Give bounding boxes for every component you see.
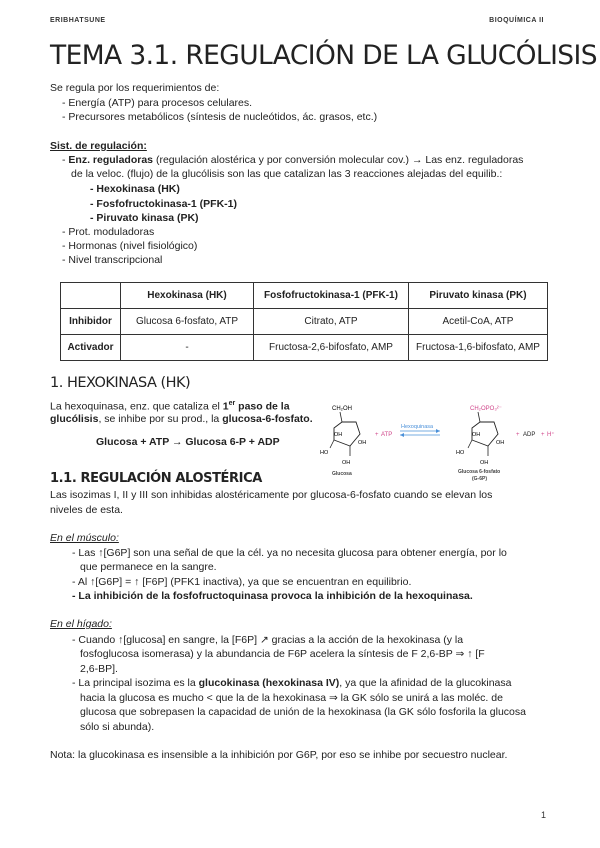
musculo-item: - La inhibición de la fosfofructoquinasa provoca la inhibición de la hexoquinasa.: [72, 590, 473, 602]
table-row: [61, 309, 548, 335]
table-row-label: Activador: [61, 335, 121, 361]
intro-lead: Se regula por los requerimientos de:: [50, 82, 220, 94]
text-run: glucosa-6-fosfato.: [222, 413, 313, 425]
bond: [340, 412, 342, 422]
table-row-label: Inhibidor: [61, 309, 121, 335]
musculo-item: que permanece en la sangre.: [80, 561, 217, 573]
table-cell: Fructosa-1,6-bifosfato, AMP: [409, 335, 548, 361]
text-run: - La principal isozima es la: [72, 677, 199, 689]
phosphate-group: CH₂OPO₃²⁻: [470, 406, 502, 412]
hexoquinasa-label: Hexoquinasa: [401, 424, 434, 430]
higado-item: sólo si abunda).: [80, 721, 155, 733]
other-item: - Prot. moduladoras: [62, 226, 155, 238]
oh-label: OH: [334, 432, 343, 438]
nota: Nota: la glucokinasa es insensible a la inhibición por G6P, por eso se inhibe por secuestro nuclear.: [50, 749, 508, 761]
enzyme-item: - Fosfofructokinasa-1 (PFK-1): [90, 198, 238, 210]
higado-item: - Cuando ↑[glucosa] en sangre, la [F6P] ↗ gracias a la acción de la hexokinasa (y la: [72, 634, 464, 646]
glucose-name: Glucosa: [332, 471, 352, 477]
section-1-1-title: 1.1. REGULACIÓN ALOSTÉRICA: [50, 471, 262, 486]
table-header-cell: Fosfofructokinasa-1 (PFK-1): [254, 283, 409, 309]
musculo-item: - Al ↑[G6P] = ↑ [F6P] (PFK1 inactiva), ya que se encuentran en equilibrio.: [72, 576, 412, 588]
enz-label: Enz. reguladoras: [68, 154, 154, 166]
table-cell: -: [121, 335, 254, 361]
g6p-name: Glucosa 6-fosfato: [458, 469, 501, 475]
enzyme-item: - Hexokinasa (HK): [90, 183, 180, 195]
other-item: - Nivel transcripcional: [62, 254, 163, 266]
ho-label: HO: [320, 450, 329, 456]
higado-item: glucosa que sobrepasen la capacidad de unión de la hexokinasa (la GK sólo fosforila la glucosa: [80, 706, 526, 718]
plus-sign: +: [516, 432, 520, 438]
g6p-abbrev: (G-6P): [472, 476, 487, 482]
text-run: , ya que la afinidad de la glucokinasa: [339, 677, 512, 689]
enz-line-1: - Enz. reguladoras (regulación alostérica y por conversión molecular cov.) → Las enz. reguladoras: [62, 154, 524, 166]
bond: [330, 440, 334, 448]
table-cell: Citrato, ATP: [254, 309, 409, 335]
oh-label: OH: [496, 440, 505, 446]
oh-label: OH: [358, 440, 367, 446]
regulation-table: [60, 282, 548, 361]
sist-heading: Sist. de regulación:: [50, 140, 147, 152]
higado-item: hacia la glucosa es mucho < que la de la hexokinasa ⇒ la GK sólo se unirá a las moléc. de: [80, 692, 503, 704]
other-item: - Hormonas (nivel fisiológico): [62, 240, 198, 252]
arrow-head-icon: [436, 429, 440, 433]
text-run: glucólisis: [50, 413, 99, 425]
text-run: glucokinasa (hexokinasa IV): [198, 677, 340, 689]
table-cell: Fructosa-2,6-bifosfato, AMP: [254, 335, 409, 361]
glucose-structure: [320, 406, 366, 477]
text-run: , se inhibe por su prod., la: [98, 413, 223, 425]
section-1-1-para: Las isozimas I, II y III son inhibidas alostéricamente por glucosa-6-fosfato cuando se elevan los: [50, 489, 493, 501]
atp-label: ATP: [381, 432, 393, 438]
table-header-cell: [61, 283, 121, 309]
arrow-head-icon: [400, 433, 404, 437]
intro-item: - Precursores metabólicos (síntesis de nucleótidos, ác. grasos, etc.): [62, 111, 378, 123]
text-run: paso de la: [235, 400, 290, 413]
header-subject: BIOQUÍMICA II: [489, 17, 544, 24]
bond: [468, 440, 472, 448]
higado-item: fosfoglucosa isomerasa) y la abundancia de F6P acelera la síntesis de F 2,6-BP ⇒ ↑ [F: [80, 648, 485, 660]
glucose-ch2oh-label: CH₂OH: [332, 406, 352, 412]
g6p-ch2opo3-label: [470, 406, 502, 412]
oh-label: OH: [480, 460, 489, 466]
adp-label: ADP: [523, 432, 536, 438]
table-header-cell: Hexokinasa (HK): [121, 283, 254, 309]
musculo-item: - Las ↑[G6P] son una señal de que la cél. ya no necesita glucosa para obtener energía, por lo: [72, 547, 507, 559]
higado-item: 2,6-BP].: [80, 663, 118, 675]
musculo-heading: En el músculo:: [50, 532, 119, 544]
section-1-title: 1. HEXOKINASA (HK): [50, 375, 191, 391]
text-run: 1: [222, 400, 229, 413]
section-1-para: [50, 412, 313, 427]
section-1-1-para: niveles de esta.: [50, 504, 123, 516]
proton-label: H⁺: [547, 432, 555, 438]
table-header-row: [61, 283, 548, 309]
glucose-6-phosphate-structure: [456, 406, 504, 482]
table-header-cell: Piruvato kinasa (PK): [409, 283, 548, 309]
text-run: er: [228, 400, 236, 407]
ho-label: HO: [456, 450, 465, 456]
higado-item: [72, 676, 512, 691]
plus-sign: +: [541, 432, 545, 438]
oh-label: OH: [472, 432, 481, 438]
page-number: 1: [540, 810, 546, 820]
reaction-equation: Glucosa + ATP → Glucosa 6-P + ADP: [96, 436, 280, 448]
oh-label: OH: [342, 460, 351, 466]
plus-sign: +: [375, 432, 379, 438]
header-author: ERIBHATSUNE: [50, 17, 106, 24]
page-title: TEMA 3.1. REGULACIÓN DE LA GLUCÓLISIS: [50, 40, 597, 71]
enz-line-2: de la veloc. (flujo) de la glucólisis son las que catalizan las 3 reacciones alejadas del equilib.:: [71, 168, 503, 180]
text-run: La hexoquinasa, enz. que cataliza el: [50, 400, 223, 413]
enz-text: (regulación alostérica y por conversión molecular cov.) → Las enz. reguladoras: [153, 154, 524, 166]
table-cell: Glucosa 6-fosfato, ATP: [121, 309, 254, 335]
intro-item: - Energía (ATP) para procesos celulares.: [62, 97, 253, 109]
higado-heading: En el hígado:: [50, 618, 112, 630]
table-row: [61, 335, 548, 361]
bond: [478, 412, 480, 422]
enzyme-item: - Piruvato kinasa (PK): [90, 212, 199, 224]
hexokinase-reaction-figure: [320, 398, 560, 482]
table-cell: Acetil-CoA, ATP: [409, 309, 548, 335]
